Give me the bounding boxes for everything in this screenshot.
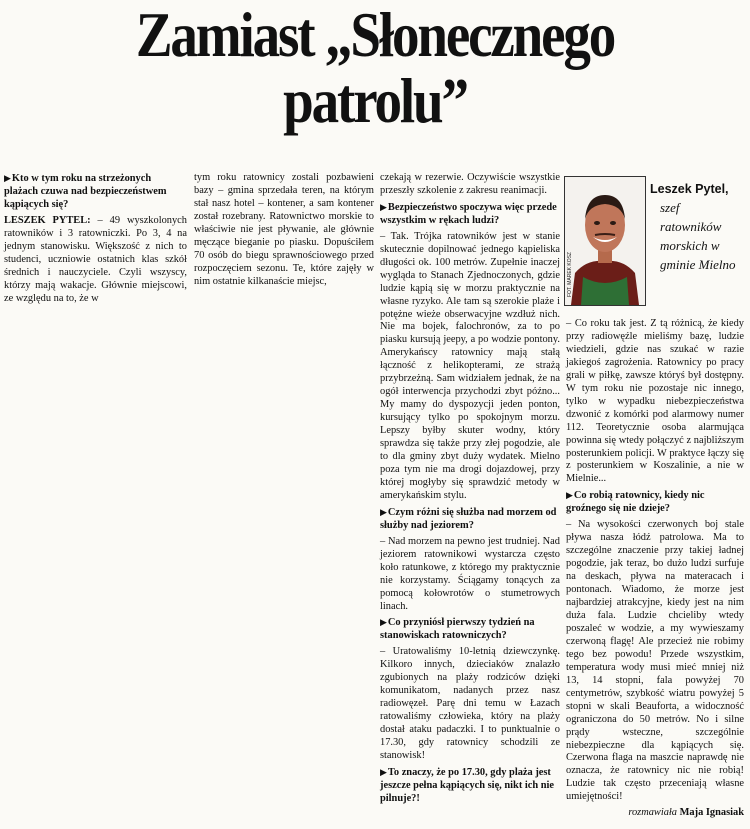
photo-credit: FOT. MAREK KOSZ: [567, 251, 573, 297]
triangle-bullet-icon: ▶: [380, 506, 387, 517]
headline: [53, 2, 698, 134]
interviewee-photo: [564, 176, 646, 306]
role-line-1: szef: [660, 200, 680, 215]
role-line-2: ratowników: [660, 219, 722, 234]
answer-1: [4, 215, 187, 306]
answer-1-end: czekają w rezerwie. Oczywiście wszystkie przeszły szkolenie z zakresu reanimacji.: [380, 172, 560, 196]
text-column-3: [380, 172, 560, 809]
answer-4: – Uratowaliśmy 10-letnią dziewczynkę. Kilkoro innych, dzieciaków znalazło zgubionych na plaży rodziców dzięki komunikatom, nadanych przez nasz radiowęzeł. Parę dni temu w Łazach ratowaliśmy człowieka, który na plaży dostał ataku padaczki. I to punktualnie o 17.30, gdy ratownicy schodzili ze stanowisk!: [380, 646, 560, 761]
triangle-bullet-icon: ▶: [380, 201, 387, 212]
triangle-bullet-icon: ▶: [380, 617, 387, 628]
interviewee-box: [564, 176, 746, 306]
text-column-2: [194, 172, 374, 292]
question-3-text: Czym różni się służba nad morzem od służby nad jeziorem?: [380, 506, 557, 531]
text-column-1: [4, 172, 187, 309]
interviewee-name: Leszek Pytel,: [650, 182, 729, 196]
answer-6: – Na wysokości czerwonych boj stale pływa nasza łódź patrolowa. Ma to szczególne znaczenie przy takiej ładnej pogodzie, jak teraz, bo dużo ludzi surfuje na deskach, pływa na materacach i pontonach. Wiadomo, że morze jest najbardziej atrakcyjne, kiedy jest na nim duża fala. Ludzie chcieliby wtedy poszaleć w wodzie, a my wywieszamy czerwoną flagę! Ale przecież nie robimy tego bez powodu! Przede wszystkim, temperatura wody musi mieć mniej niż 13, 14 stopni, fala powyżej 70 centymetrów, szybkość wiatru powyżej 5 stopni w skali Beauforta, a widoczność ograniczona do 50 metrów. No i silne prądy wsteczne, szczególnie niebezpieczne dla kąpiących się. Czerwona flaga na maszcie naprawdę nie oznacza, że ratownicy nic nie robią! Ludzie tak często przeceniają własne umiejętności!: [566, 519, 744, 803]
question-6: [566, 489, 744, 516]
question-5-text: To znaczy, że po 17.30, gdy plaża jest jeszcze pełna kąpiących się, nikt ich nie pilnuje?!: [380, 766, 555, 804]
headline-line-2: patrolu”: [283, 65, 467, 136]
question-4: [380, 616, 560, 643]
question-3: [380, 506, 560, 533]
answer-1-continued: tym roku ratownicy zostali pozbawieni bazy – gmina sprzedała teren, na którym stał nasz hotel – kontener, a sam kontener został rozebrany. Ratownictwo morskie to właściwie nie jest pływanie, ale głównie męczące bieganie po piasku. Dopuściłem 70 osób do biegu sprawnościowego przed rozpoczęciem sezonu. Te, które zajęły w nim ostatnie kilkanaście miejsc,: [194, 172, 374, 287]
speaker-label: LESZEK PYTEL:: [4, 214, 91, 226]
interviewee-role: [660, 198, 746, 274]
interviewer-label: rozmawiała: [628, 807, 678, 819]
question-1: [4, 172, 187, 212]
role-line-3: morskich w: [660, 238, 720, 253]
answer-1-text: – 49 wyszkolonych ratowników i 3 ratowniczki. Po 3, 4 na jednym stanowisku. Większość z nich to studenci, uczniowie ostatnich klas szkół średnich i nauczyciele. Czyli wszyscy, którzy mają wakacje. Głównie miejscowi, ze względu na to, że w: [4, 214, 187, 304]
interviewer-name: Maja Ignasiak: [679, 807, 744, 819]
headline-line-1: Zamiast „Słonecznego: [135, 0, 615, 70]
question-5: [380, 766, 560, 806]
question-1-text: Kto w tym roku na strzeżonych plażach czuwa nad bezpieczeństwem kąpiących się?: [4, 173, 167, 210]
triangle-bullet-icon: ▶: [4, 173, 11, 183]
role-line-4: gminie Mielno: [660, 257, 736, 272]
question-4-text: Co przyniósł pierwszy tydzień na stanowiskach ratowniczych?: [380, 617, 535, 642]
triangle-bullet-icon: ▶: [566, 490, 573, 501]
answer-3: – Nad morzem na pewno jest trudniej. Nad jeziorem ratownikowi wystarcza często koło ratunkowe, z którego my praktycznie nie korzystamy. Ściągamy tonących za pomocą kołowrotów o stumetrowych linach.: [380, 535, 560, 612]
answer-5: – Co roku tak jest. Z tą różnicą, że kiedy przy radiowęźle mieliśmy bazę, ludzie wiedzieli, gdzie nas szukać w razie jakiegoś zagrożenia. Ratownicy po pracy grali w piłkę, zawsze któryś był dostępny. W tym roku nie pozostaje nic innego, tylko w wypadku niebezpieczeństwa dzwonić z komórki pod alarmowy numer 112. Teoretycznie osoba alarmująca powinna się wtedy połączyć z najbliższym posterunkiem policji. W praktyce łączy się z posterunkiem w Koszalinie, a nie w Mielnie...: [566, 318, 744, 485]
triangle-bullet-icon: ▶: [380, 766, 387, 777]
question-2-text: Bezpieczeństwo spoczywa więc przede wszystkim w rękach ludzi?: [380, 201, 557, 226]
interviewer-credit: [566, 807, 744, 820]
answer-2: – Tak. Trójka ratowników jest w stanie skutecznie dopilnować jednego kąpieliska długości ok. 100 metrów. Zupełnie inaczej wygląda to Stanach Zjednoczonych, gdzie ludzie kąpią się w morzu praktycznie na własne ryzyko. Ale tam są szerokie plaże i potężne wieże obserwacyjne wzdłuż nich. Nie ma bojek, falochronów, za to po piasku kursują jeepy, a po wodzie pontony. Amerykańscy ratownicy mają stałą łączność z helikopterami, ze strażą przybrzeżną. Sam widziałem jednak, że na ogół interwencja przychodzi zbyt późno... My mamy do dyspozycji jeden ponton, kursujący tylko po spokojnym morzu. Lepszy byłby skuter wodny, który sprawdza się także przy złej pogodzie, ale to dla gminy zbyt duży wydatek. Mielno poza tym nie ma drogi dojazdowej, przy której mogłyby się sprawdzić metody w amerykańskim stylu.: [380, 230, 560, 501]
text-column-4: [566, 318, 744, 820]
question-6-text: Co robią ratownicy, kiedy nic groźnego się nie dzieje?: [566, 490, 705, 515]
question-2: [380, 201, 560, 228]
portrait-image: [565, 177, 645, 305]
